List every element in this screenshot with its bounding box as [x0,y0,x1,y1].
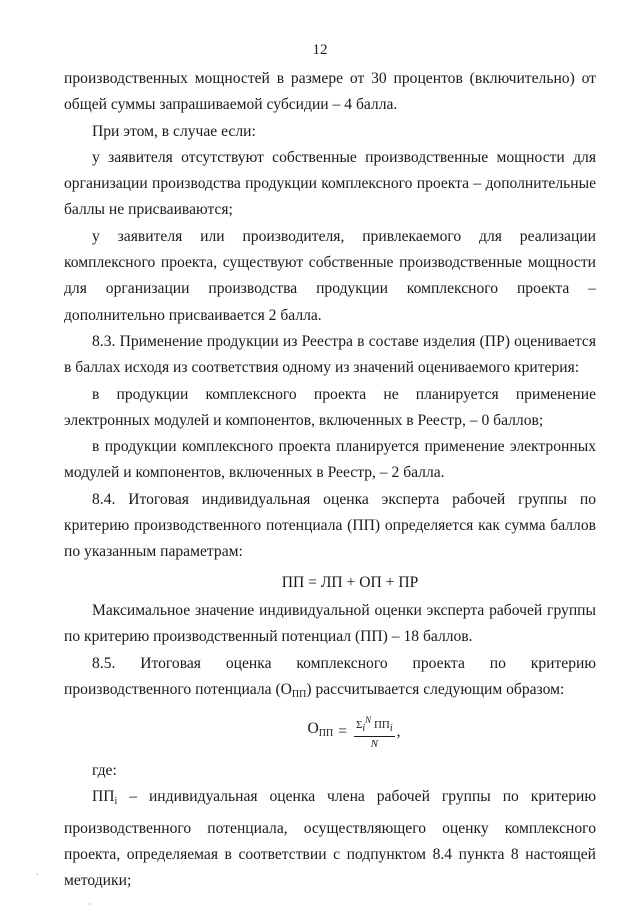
formula-final-score [64,710,596,754]
definition-term: $ПП_i$ [92,788,118,808]
fraction-numerator: $\Sigma i^N$ ППi [354,714,395,737]
paragraph-has-capacity: у заявителя или производителя, привлекаемого для реализации комплексного проекта, существуют собственные производственные мощности для организации производства продукции комплексного проекта – дополнительно присваивается 2 балла. [64,227,596,324]
formula-equals: = [338,722,347,740]
formula-trailing-comma: , [396,722,401,740]
paragraph-in-case: При этом, в случае если: [92,122,256,140]
page-number: 12 [312,42,328,58]
paragraph-where: где: [92,762,117,780]
paragraph-not-planned: в продукции комплексного проекта не планируется применение электронных модулей и компонентов, включенных в Реестр, – 0 баллов; [64,385,596,429]
paragraph-8-4: 8.4. Итоговая индивидуальная оценка эксперта рабочей группы по критерию производственного потенциала (ПП) определяется как сумма баллов по указанным параметрам: [64,490,596,561]
scan-speck: · [88,900,91,909]
formula-pp-sum: ПП = ЛП + ОП + ПР [281,573,419,591]
paragraph-8-3: 8.3. Применение продукции из Реестра в составе изделия (ПР) оценивается в баллах исходя из соответствия одному из значений оцениваемого критерия: [64,332,596,377]
fraction-denominator: N [370,738,378,751]
paragraph-capacity-continued: производственных мощностей в размере от 30 процентов (включительно) от общей суммы запрашиваемой субсидии – 4 балла. [64,70,596,114]
paragraph-8-5: 8.5. Итоговая оценка комплексного проекта по критерию производственного потенциала $(О_{ПП})$ рассчитывается следующим образом: [64,654,596,700]
formula-lhs: $О_{ПП}$ [307,720,334,740]
paragraph-planned: в продукции комплексного проекта планируется применение электронных модулей и компонентов, включенных в Реестр, – 2 балла. [64,438,596,482]
document-body [64,66,596,895]
paragraph-max-value: Максимальное значение индивидуальной оценки эксперта рабочей группы по критерию производственный потенциал (ПП) – 18 баллов. [64,601,596,646]
paragraph-no-capacity: у заявителя отсутствуют собственные производственные мощности для организации производства продукции комплексного проекта – дополнительные баллы не присваиваются; [64,148,596,219]
paragraph-definition: $ПП_i$ – индивидуальная оценка члена рабочей группы по критерию производственного потенциала, осуществляющего оценку комплексного проекта, определяемая в соответствии с подпунктом 8.4 пункта 8 настоящей методики; [64,788,596,890]
scan-speck: · [36,870,39,879]
formula-fraction [354,714,395,750]
